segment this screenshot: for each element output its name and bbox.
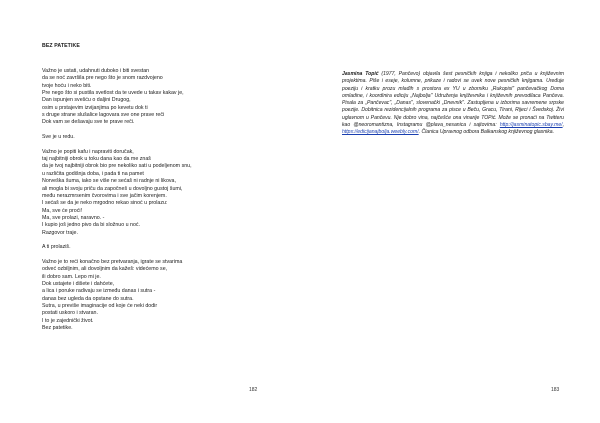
poem-line: ali mogla bi svoju priču da započneš u dovoljno gustoj šumi, <box>42 185 183 192</box>
poem-line: danas bez ugleda da opstane do sutra. <box>42 295 134 302</box>
poem-line: I to je zajednički život. <box>42 317 94 324</box>
poem-line: da se noć završila pre nego što je snom razdvojeno <box>42 75 163 82</box>
poem-title: BEZ PATETIKE <box>42 43 80 49</box>
poem-line: Sve je u redu. <box>42 134 75 141</box>
poem-line: a lica i poruke radivaju se između danas i sutra - <box>42 288 156 295</box>
poem-line: s druge strane slušalice lagovara sve one prave reči <box>42 112 165 119</box>
stanza-gap <box>42 252 287 259</box>
poem-line: Ma, sve prolazi, naravno. - <box>42 214 105 221</box>
poem-line: Važno je to reći konačno bez pretvaranja, igrate se stvarima <box>42 258 183 265</box>
poem-line: Važno je ustati, udahnuti duboko i biti svestan <box>42 68 150 74</box>
poem-line: Dok ustajete i dišete i dahćete, <box>42 280 115 287</box>
stanza-gap <box>42 141 287 148</box>
poem-line: taj najbitniji obrok u toku dana kao da me znaš <box>42 156 151 163</box>
poem-line: u različita godišnja doba, i pada ti na pamet <box>42 170 144 177</box>
link-separator: , <box>562 122 564 129</box>
poem-line: tvoje hoću i neko biti. <box>42 82 92 89</box>
poem-line: Sutra, u previše imaginacije od koje će neki dodir <box>42 303 158 309</box>
poem-line: Dan ispunjen svešću o daljini Drugog, <box>42 97 131 104</box>
poem-line: I sećaš se da je neko mrgodno rekao sinoć u prolazu: <box>42 200 168 207</box>
bio-text-end: . Članica Upravnog odbora Balkanskog književnog glasnika. <box>418 129 554 136</box>
poem-line: Ma, sve će proći! <box>42 207 83 214</box>
author-bio <box>342 71 564 137</box>
poem-line: Pre nego što si pustila svetlost da te uvede u takav kakav je, <box>42 90 184 97</box>
bio-text: (1977, Pančevo) objavila šest pesničkih knjiga i nekoliko priča u književnim projektima. Piše i eseje, kolumne, prikaze i radovi se uvek nove pesničkih knjigama. Uređuje poeziju i kratku prozu mlađih s prostora ex YU u zborniku „Rukopisi" pančevačkog Doma omladine, i koordinira ediciju „Najbolja" Udruženja književnika i književnih prevodilaca Pančeva. Pisala za „Pančevac", „Danas", slovenački „Dnevnik". Zastupljena u izborima savremene srpske poezije. Dobitnica rezidencijalnih programa za pisce u Beču, Gracu, Tirani, Rijeci i Švedskoj. Živi uglavnom u Pančevu. Nje dobro vina, najčešće ona vinarije TOPić. Može se pronaći na Twitteru kao @neoromantizna, Instagramu @plava_nesanica i sajtovima: <box>342 71 564 129</box>
stanza-gap <box>42 127 287 134</box>
poem-line: postati uskoro i stvaran. <box>42 310 98 317</box>
poem-line: Važno je popiti kafu i napraviti doručak, <box>42 148 134 155</box>
stanza-gap <box>42 237 287 244</box>
website-link[interactable]: http://jasminatopic.sbay.me/ <box>499 122 563 129</box>
poem-line: ili dobro sam. Lepo mi je. <box>42 273 101 280</box>
poem-body <box>42 68 287 332</box>
poem-line: A ti prolaziš. <box>42 244 71 251</box>
page-number-right: 183 <box>551 387 560 393</box>
right-page <box>300 0 600 423</box>
poem-line: Bez patetike. <box>42 325 73 332</box>
author-name: Jasmina Topić <box>342 71 379 77</box>
poem-line: osim u prstajevim izvijanjima po kevetu dok ti <box>42 104 148 111</box>
edition-link[interactable]: https://edicijanajbolja.weebly.com/ <box>342 129 419 136</box>
poem-line: odveć ozbiljnim, ali dovoljnim da kažeš: videćemo se, <box>42 266 168 273</box>
poem-line: Razgovor traje. <box>42 229 78 236</box>
page-number-left: 182 <box>249 387 258 393</box>
poem-line: među nerazmrsenim čvorovima i sve jačim korenjem. <box>42 192 167 199</box>
poem-line: Norveška šuma, iako se više ne sećaš ni radnje ni likova, <box>42 178 176 185</box>
poem-line: da je tvoj najbitniji obrok bio pre nekoliko sati u podeljenom snu, <box>42 163 192 170</box>
poem-line: I kupio još jedno pivo da bi složnuo u noć. <box>42 222 141 229</box>
poem-line: Dok vam se dešavaju sve te prave reči. <box>42 119 135 126</box>
